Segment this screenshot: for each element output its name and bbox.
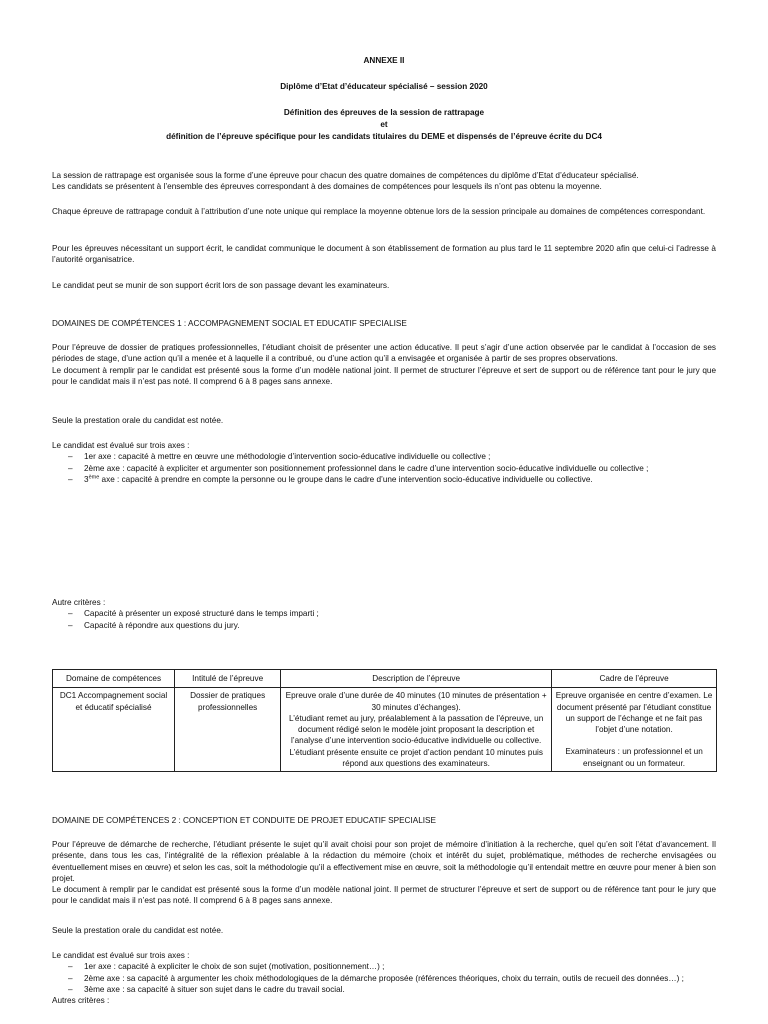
list-item: – 1er axe : capacité à expliciter le choix de son sujet (motivation, positionnement…) ; — [52, 961, 716, 972]
dc1-paragraph-a: Pour l’épreuve de dossier de pratiques professionnelles, l’étudiant choisit de présenter une action éducative. Il peut s’agir d’une action observée par le candidat à l’occasion de ses périodes de stage, d’une action qu’il a menée et à laquelle il a contribué, ou d’une action qu’il a envisagée et organisée à partir de ses propres observations. — [52, 343, 716, 364]
dc2-heading: DOMAINE DE COMPÉTENCES 2 : CONCEPTION ET CONDUITE DE PROJET EDUCATIF SPECIALISE — [52, 816, 436, 825]
dc1-paragraph-b: Le document à remplir par le candidat est présenté sous la forme d’un modèle national joint. Il permet de structurer l’épreuve et sert de support ou de référence tant pour le jury que pour le candidat mais il n’est pas noté. Il comprend 6 à 8 pages sans annexe. — [52, 365, 716, 386]
dc1-oral-note: Seule la prestation orale du candidat est notée. — [52, 416, 224, 425]
dc1-paragraph — [52, 342, 716, 387]
table-cell-description: Epreuve orale d’une durée de 40 minutes (10 minutes de présentation + 30 minutes d’échanges). L’étudiant remet au jury, préalablement à la passation de l’épreuve, un document rédigé selon le modèle joint proposant la description et l’analyse d’une intervention socio-éducative individuelle ou collective. L’étudiant présente ensuite ce projet d’action pendant 10 minutes puis répond aux questions des examinateurs. — [281, 688, 552, 772]
list-item: – Capacité à répondre aux questions du jury. — [52, 620, 716, 631]
table-header-cell: Description de l’épreuve — [281, 670, 552, 688]
definition-and: et — [380, 120, 388, 129]
dc1-other-list — [52, 608, 716, 631]
annex-title: ANNEXE II — [363, 56, 405, 65]
list-item: – 2ème axe : sa capacité à argumenter les choix méthodologiques de la démarche proposée (références théoriques, choix du terrain, outils de recueil des données…) ; — [52, 973, 716, 984]
dc2-axes-list — [52, 961, 716, 995]
dc1-axes — [52, 440, 716, 485]
intro-line-1: La session de rattrapage est organisée sous la forme d’une épreuve pour chacun des quatre domaines de compétences du diplôme d’Etat d’éducateur spécialisé. — [52, 171, 639, 180]
table-cell-domain: DC1 Accompagnement social et éducatif spécialisé — [53, 688, 175, 772]
intro-paragraph-1 — [52, 170, 716, 193]
table-row — [53, 688, 717, 772]
dc1-heading: DOMAINES DE COMPÉTENCES 1 : ACCOMPAGNEMENT SOCIAL ET EDUCATIF SPECIALISE — [52, 319, 407, 328]
dc2-paragraph-b: Le document à remplir par le candidat est présenté sous la forme d’un modèle national joint. Il permet de structurer l’épreuve et sert de support ou de référence tant pour le jury que pour le candidat mais il n’est pas noté. Il comprend 6 à 8 pages sans annexe. — [52, 885, 716, 906]
dc1-axes-list — [52, 451, 716, 485]
definition-title-1: Définition des épreuves de la session de rattrapage — [283, 108, 485, 117]
intro-paragraph-2: Chaque épreuve de rattrapage conduit à l’attribution d’une note unique qui remplace la moyenne obtenue lors de la session principale au domaines de compétences correspondant. — [52, 207, 706, 216]
exam-table — [52, 669, 717, 772]
intro-line-2: Les candidats se présentent à l’ensemble des épreuves correspondant à des domaines de compétences pour lesquels ils n’ont pas obtenu la moyenne. — [52, 182, 602, 192]
intro-paragraph-4: Le candidat peut se munir de son support écrit lors de son passage devant les examinateurs. — [52, 281, 390, 290]
dc2-oral-note: Seule la prestation orale du candidat est notée. — [52, 926, 224, 935]
dc1-axes-intro: Le candidat est évalué sur trois axes : — [52, 441, 190, 450]
dc2-paragraph-a: Pour l’épreuve de démarche de recherche, l’étudiant présente le sujet qu’il avait choisi pour son projet de mémoire d’initiation à la recherche, quel qu’en soit l’état d’avancement. Il présente, dans tous les cas, l’intégralité de la réflexion préalable à la rédaction du mémoire (choix et intérêt du sujet, problématique, méthodes de recherche envisagées ou éventuellement mises en œuvre) et selon les cas, soit la méthodologie qu’il a effectivement mise en œuvre, soit la méthodologie qu’il entendait mettre en œuvre pour mener à bien son projet. — [52, 840, 716, 883]
dc1-other-criteria — [52, 597, 716, 631]
list-item: – 2ème axe : capacité à expliciter et argumenter son positionnement professionnel dans le cadre d’une intervention socio-éducative individuelle ou collective ; — [52, 463, 716, 474]
intro-paragraph-3: Pour les épreuves nécessitant un support écrit, le candidat communique le document à son établissement de formation au plus tard le 11 septembre 2020 afin que celui-ci l’adresse à l’autorité organisatrice. — [52, 244, 716, 265]
list-item: – 3ème axe : sa capacité à situer son sujet dans le cadre du travail social. — [52, 984, 716, 995]
dc1-other-intro: Autre critères : — [52, 598, 106, 607]
table-header-row — [53, 670, 717, 688]
table-header-cell: Domaine de compétences — [53, 670, 175, 688]
dc2-other-intro: Autres critères : — [52, 996, 110, 1006]
dc2-paragraph — [52, 839, 716, 907]
definition-title-2: définition de l’épreuve spécifique pour les candidats titulaires du DEME et dispensés de l’épreuve écrite du DC4 — [166, 132, 602, 141]
list-item: – 1er axe : capacité à mettre en œuvre une méthodologie d’intervention socio-éducative individuelle ou collective ; — [52, 451, 716, 462]
table-cell-title: Dossier de pratiques professionnelles — [175, 688, 281, 772]
table-header-cell: Intitulé de l’épreuve — [175, 670, 281, 688]
table-cell-frame: Epreuve organisée en centre d’examen. Le document présenté par l’étudiant constitue un support de l’échange et ne fait pas l’objet d’une notation. Examinateurs : un professionnel et un enseignant ou un formateur. — [552, 688, 717, 772]
list-item: – 3ème axe : capacité à prendre en compte la personne ou le groupe dans le cadre d’une intervention socio-éducative individuelle ou collective. — [52, 474, 716, 485]
diploma-title: Diplôme d’Etat d’éducateur spécialisé – session 2020 — [280, 82, 488, 91]
dc2-axes — [52, 950, 716, 1006]
dc2-axes-intro: Le candidat est évalué sur trois axes : — [52, 951, 190, 960]
list-item: – Capacité à présenter un exposé structuré dans le temps imparti ; — [52, 608, 716, 619]
table-header-cell: Cadre de l’épreuve — [552, 670, 717, 688]
